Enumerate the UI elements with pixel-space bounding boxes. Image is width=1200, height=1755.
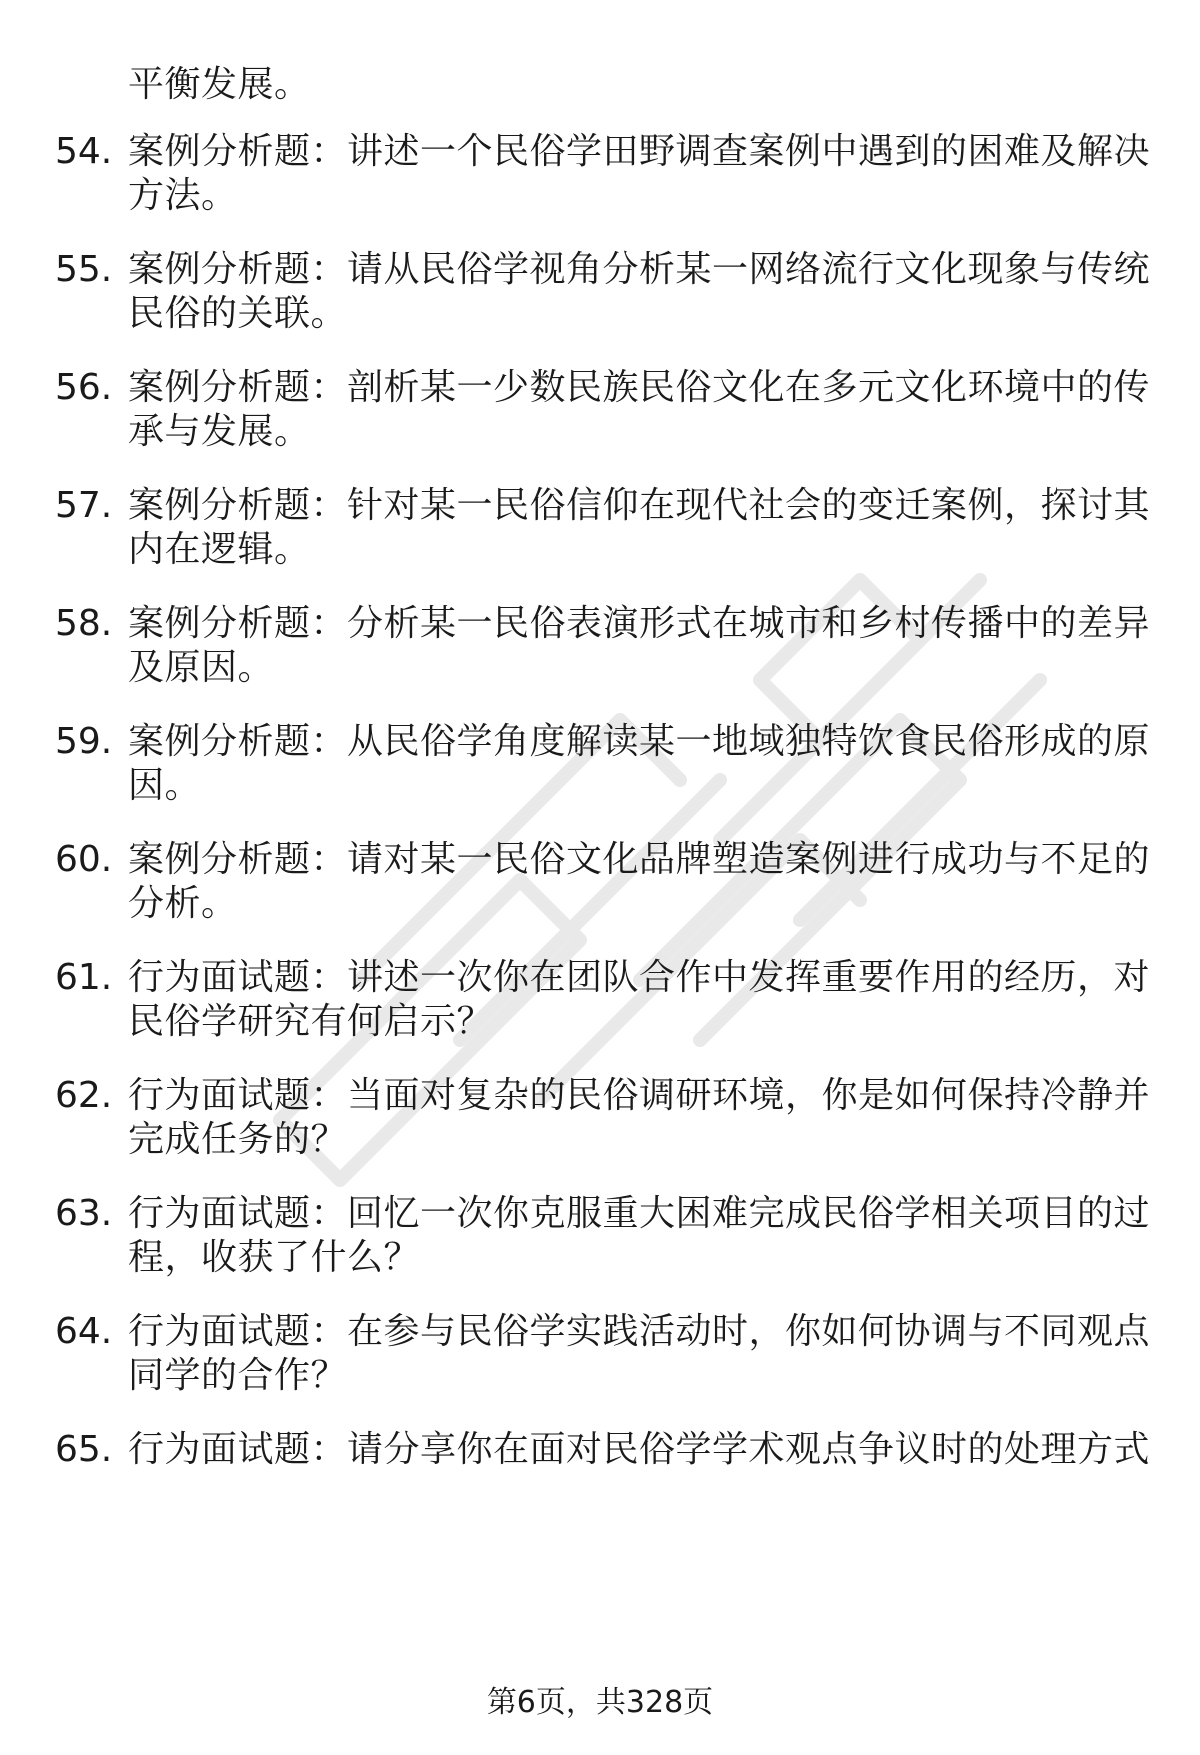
question-number: 60.	[55, 839, 113, 880]
question-number: 64.	[55, 1311, 113, 1352]
question-number: 54.	[55, 131, 113, 172]
question-text-line: 行为面试题：回忆一次你克服重大困难完成民俗学相关项目的过	[128, 1193, 1151, 1234]
question-text-line: 完成任务的？	[128, 1119, 348, 1160]
question-text-line: 案例分析题：从民俗学角度解读某一地域独特饮食民俗形成的原	[128, 721, 1151, 762]
question-number: 55.	[55, 249, 113, 290]
continuation-text: 平衡发展。	[128, 64, 311, 105]
question-text-line: 案例分析题：请对某一民俗文化品牌塑造案例进行成功与不足的	[128, 839, 1151, 880]
question-text-line: 案例分析题：讲述一个民俗学田野调查案例中遇到的困难及解决	[128, 131, 1151, 172]
question-number: 56.	[55, 367, 113, 408]
question-text-line: 同学的合作？	[128, 1355, 348, 1396]
question-text-line: 程，收获了什么？	[128, 1237, 421, 1278]
question-number: 58.	[55, 603, 113, 644]
question-text-line: 分析。	[128, 883, 238, 924]
question-text-line: 案例分析题：请从民俗学视角分析某一网络流行文化现象与传统	[128, 249, 1151, 290]
question-number: 61.	[55, 957, 113, 998]
question-text-line: 内在逻辑。	[128, 529, 311, 570]
question-text-line: 案例分析题：针对某一民俗信仰在现代社会的变迁案例，探讨其	[128, 485, 1151, 526]
question-text-line: 案例分析题：剖析某一少数民族民俗文化在多元文化环境中的传	[128, 367, 1151, 408]
question-text-line: 因。	[128, 765, 202, 806]
question-text-line: 承与发展。	[128, 411, 311, 452]
question-text-line: 民俗的关联。	[128, 293, 348, 334]
question-text-line: 行为面试题：请分享你在面对民俗学学术观点争议时的处理方式	[128, 1429, 1151, 1470]
page-footer: 第6页，共328页	[486, 1685, 714, 1720]
question-text-line: 行为面试题：讲述一次你在团队合作中发挥重要作用的经历，对	[128, 957, 1151, 998]
question-text-line: 案例分析题：分析某一民俗表演形式在城市和乡村传播中的差异	[128, 603, 1151, 644]
question-text-line: 行为面试题：当面对复杂的民俗调研环境，你是如何保持冷静并	[128, 1075, 1151, 1116]
question-number: 59.	[55, 721, 113, 762]
question-number: 62.	[55, 1075, 113, 1116]
question-text-line: 行为面试题：在参与民俗学实践活动时，你如何协调与不同观点	[128, 1311, 1151, 1352]
question-number: 65.	[55, 1429, 113, 1470]
question-text-line: 及原因。	[128, 647, 275, 688]
question-number: 57.	[55, 485, 113, 526]
question-text-line: 方法。	[128, 175, 238, 216]
question-text-line: 民俗学研究有何启示？	[128, 1001, 494, 1042]
question-number: 63.	[55, 1193, 113, 1234]
